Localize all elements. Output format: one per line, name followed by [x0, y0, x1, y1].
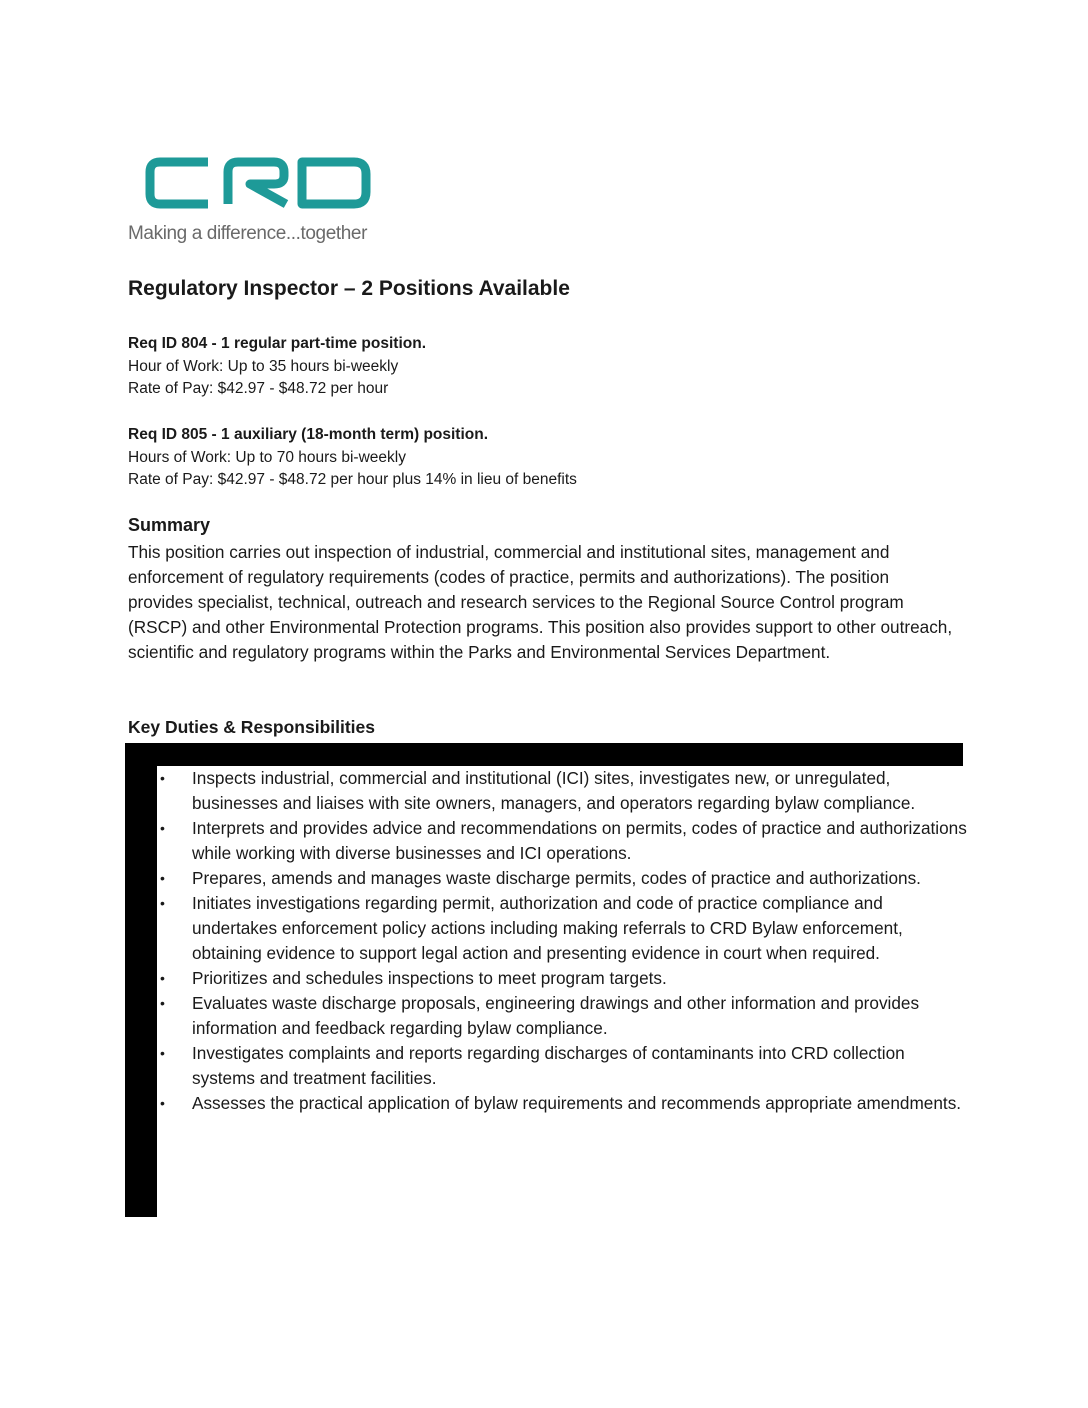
requisition-hours: Hours of Work: Up to 70 hours bi-weekly	[128, 448, 406, 466]
duty-text: Evaluates waste discharge proposals, engineering drawings and other information and provides information and feedback regarding bylaw compliance.	[192, 993, 920, 1038]
crd-logo-mark	[128, 150, 390, 212]
requisition-heading: Req ID 805 - 1 auxiliary (18-month term) position.	[128, 426, 489, 443]
list-item	[157, 1091, 969, 1116]
bullet-icon: •	[160, 895, 165, 911]
list-item	[157, 1041, 969, 1091]
list-item	[157, 766, 969, 816]
bullet-icon: •	[160, 870, 165, 886]
duties-heading: Key Duties & Responsibilities	[128, 717, 376, 737]
requisition-pay: Rate of Pay: $42.97 - $48.72 per hour plus 14% in lieu of benefits	[128, 471, 577, 488]
list-item	[157, 991, 969, 1041]
requisition-pay: Rate of Pay: $42.97 - $48.72 per hour	[128, 380, 389, 397]
duty-text: Inspects industrial, commercial and institutional (ICI) sites, investigates new, or unregulated, businesses and liaises with site owners, managers, and operators regarding bylaw compliance.	[192, 768, 916, 813]
page-title: Regulatory Inspector – 2 Positions Available	[128, 277, 570, 300]
logo-tagline: Making a difference...together	[128, 223, 368, 244]
table-border-top	[125, 743, 963, 766]
duty-text: Initiates investigations regarding permit, authorization and code of practice compliance and undertakes enforcement policy actions including making referrals to CRD Bylaw enforcement, obtaining evidence to support legal action and presenting evidence in court when required.	[192, 893, 903, 963]
duty-text: Prepares, amends and manages waste discharge permits, codes of practice and authorizations.	[192, 868, 921, 888]
duty-text: Assesses the practical application of bylaw requirements and recommends appropriate amendments.	[192, 1093, 962, 1113]
summary-body: This position carries out inspection of industrial, commercial and institutional sites, management and enforcement of regulatory requirements (codes of practice, permits and authorizations). The position provides specialist, technical, outreach and research services to the Regional Source Control program (RSCP) and other Environmental Protection programs. This position also provides support to other outreach, scientific and regulatory programs within the Parks and Environmental Services Department.	[128, 542, 953, 662]
bullet-icon: •	[160, 1095, 165, 1111]
duty-text: Investigates complaints and reports regarding discharges of contaminants into CRD collection systems and treatment facilities.	[192, 1043, 905, 1088]
summary-heading: Summary	[128, 515, 211, 535]
requisition-hours: Hour of Work: Up to 35 hours bi-weekly	[128, 357, 399, 375]
duty-text: Interprets and provides advice and recommendations on permits, codes of practice and authorizations while working with diverse businesses and ICI operations.	[192, 818, 967, 863]
requisition-805	[128, 424, 577, 492]
bullet-icon: •	[160, 820, 165, 836]
list-item	[157, 891, 969, 966]
bullet-icon: •	[160, 770, 165, 786]
requisition-804	[128, 333, 426, 401]
list-item	[157, 816, 969, 866]
bullet-icon: •	[160, 1045, 165, 1061]
list-item	[157, 866, 969, 891]
requisition-heading: Req ID 804 - 1 regular part-time position.	[128, 335, 427, 352]
table-border-left	[125, 743, 157, 1217]
bullet-icon: •	[160, 970, 165, 986]
bullet-icon: •	[160, 995, 165, 1011]
duty-text: Prioritizes and schedules inspections to meet program targets.	[192, 968, 667, 988]
list-item	[157, 966, 969, 991]
duties-list	[157, 766, 969, 1116]
